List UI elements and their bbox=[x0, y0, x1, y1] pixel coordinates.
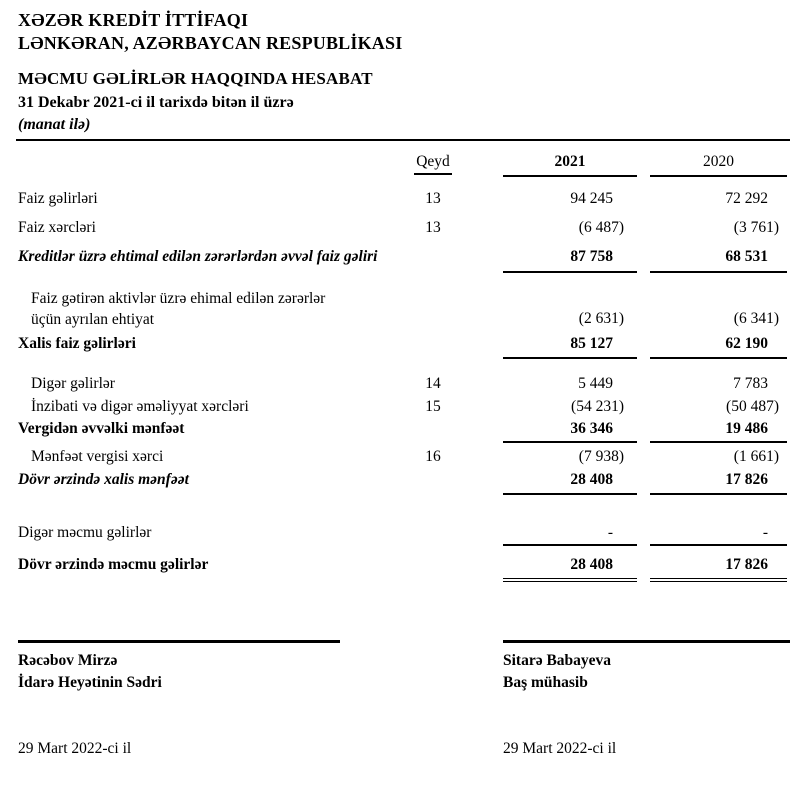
signature-line-chairman bbox=[18, 640, 340, 643]
value-2020 bbox=[650, 373, 787, 394]
value-2021 bbox=[503, 246, 637, 273]
value-2020 bbox=[650, 522, 787, 546]
row-label: Faiz gəlirləri bbox=[18, 190, 98, 207]
column-spacer bbox=[637, 396, 650, 417]
value-2021-text: 5 449 bbox=[578, 375, 613, 392]
value-2020 bbox=[650, 188, 787, 209]
currency-note: (manat ilə) bbox=[18, 116, 91, 133]
value-2020-text: 62 190 bbox=[725, 335, 768, 352]
row-note: 13 bbox=[425, 219, 441, 236]
value-2021 bbox=[503, 522, 637, 546]
table-row-admin-expenses bbox=[18, 396, 787, 417]
row-note: 15 bbox=[425, 398, 441, 415]
signature-line-accountant bbox=[503, 640, 790, 643]
value-2021-text: (2 631) bbox=[578, 310, 624, 327]
column-spacer bbox=[463, 373, 503, 394]
table-row-interest-before-provisions bbox=[18, 246, 787, 273]
table-row-provision-for-impairment bbox=[18, 288, 787, 330]
signatory-name-accountant: Sitarə Babayeva bbox=[503, 652, 612, 669]
value-2021-text: 87 758 bbox=[570, 248, 613, 265]
column-spacer bbox=[463, 469, 503, 495]
row-label: Mənfəət vergisi xərci bbox=[31, 448, 164, 465]
note-column-title: Qeyd bbox=[414, 151, 452, 175]
value-2021 bbox=[503, 217, 637, 238]
column-spacer bbox=[463, 522, 503, 546]
column-spacer bbox=[637, 446, 650, 467]
organization-name: XƏZƏR KREDİT İTTİFAQI bbox=[18, 10, 249, 30]
row-label: Faiz xərcləri bbox=[18, 219, 96, 236]
column-spacer bbox=[463, 188, 503, 209]
value-2021-text: 85 127 bbox=[570, 335, 613, 352]
column-spacer bbox=[463, 418, 503, 443]
column-spacer bbox=[637, 522, 650, 546]
value-2021-text: (7 938) bbox=[578, 448, 624, 465]
column-spacer bbox=[637, 246, 650, 273]
column-spacer bbox=[637, 217, 650, 238]
value-2020-text: 17 826 bbox=[725, 556, 768, 573]
signatory-name-chairman: Rəcəbov Mirzə bbox=[18, 652, 118, 669]
column-spacer bbox=[637, 333, 650, 359]
value-2020-text: 17 826 bbox=[725, 471, 768, 488]
value-2021-text: 28 408 bbox=[570, 556, 613, 573]
column-spacer bbox=[463, 446, 503, 467]
value-2020-text: (50 487) bbox=[726, 398, 779, 415]
value-2020 bbox=[650, 217, 787, 238]
column-spacer bbox=[463, 246, 503, 273]
value-2020 bbox=[650, 469, 787, 495]
table-row-interest-expense bbox=[18, 217, 787, 238]
value-2021 bbox=[503, 554, 637, 582]
row-note bbox=[403, 288, 463, 330]
value-2021 bbox=[503, 418, 637, 443]
table-row-income-tax-expense bbox=[18, 446, 787, 467]
row-note bbox=[403, 333, 463, 359]
row-note: 16 bbox=[425, 448, 441, 465]
row-label: Digər gəlirlər bbox=[31, 375, 115, 392]
signature-block-chairman bbox=[18, 640, 340, 759]
column-spacer bbox=[637, 418, 650, 443]
report-period: 31 Dekabr 2021-ci il tarixdə bitən il üzrə bbox=[18, 94, 294, 111]
value-2021 bbox=[503, 188, 637, 209]
column-spacer bbox=[637, 554, 650, 582]
value-2021-text: - bbox=[607, 524, 613, 541]
value-2021 bbox=[503, 396, 637, 417]
value-2020 bbox=[650, 396, 787, 417]
value-2020 bbox=[650, 554, 787, 582]
row-note bbox=[403, 554, 463, 582]
signatory-title-accountant: Baş mühasib bbox=[503, 674, 588, 691]
value-2020-text: 19 486 bbox=[725, 420, 768, 437]
value-2020-text: - bbox=[762, 524, 768, 541]
value-2021-text: 28 408 bbox=[570, 471, 613, 488]
column-spacer bbox=[637, 373, 650, 394]
value-2020-text: (1 661) bbox=[733, 448, 779, 465]
row-note bbox=[403, 246, 463, 273]
table-row-net-interest-income bbox=[18, 333, 787, 359]
organization-location: LƏNKƏRAN, AZƏRBAYCAN RESPUBLİKASI bbox=[18, 33, 403, 53]
table-header-row bbox=[18, 151, 787, 177]
value-2020 bbox=[650, 418, 787, 443]
column-header-note bbox=[403, 151, 463, 177]
value-2021-text: 36 346 bbox=[570, 420, 613, 437]
document-header bbox=[0, 0, 800, 135]
column-header-label-spacer bbox=[18, 151, 403, 177]
column-spacer bbox=[463, 151, 503, 177]
column-spacer bbox=[463, 288, 503, 330]
row-note bbox=[403, 469, 463, 495]
row-label: Dövr ərzində məcmu gəlirlər bbox=[18, 556, 209, 573]
row-label: Kreditlər üzrə ehtimal edilən zərərlərdən əvvəl faiz gəliri bbox=[18, 248, 378, 265]
value-2021-text: 94 245 bbox=[570, 190, 613, 207]
row-label: Digər məcmu gəlirlər bbox=[18, 524, 152, 541]
value-2020-text: 68 531 bbox=[725, 248, 768, 265]
signatory-title-chairman: İdarə Heyətinin Sədri bbox=[18, 674, 162, 691]
row-label: Vergidən əvvəlki mənfəət bbox=[18, 420, 185, 437]
column-spacer bbox=[463, 217, 503, 238]
value-2020-text: 7 783 bbox=[733, 375, 768, 392]
row-label: Dövr ərzində xalis mənfəət bbox=[18, 471, 189, 488]
column-spacer bbox=[463, 333, 503, 359]
table-body bbox=[18, 188, 787, 582]
row-label: Faiz gətirən aktivlər üzrə ehimal edilən zərərlər üçün ayrılan ehtiyat bbox=[31, 290, 326, 328]
column-spacer bbox=[637, 188, 650, 209]
table-row-other-income bbox=[18, 373, 787, 394]
column-spacer bbox=[463, 396, 503, 417]
table-row-other-comprehensive-income bbox=[18, 522, 787, 546]
statement-table bbox=[18, 151, 787, 582]
table-row-interest-income bbox=[18, 188, 787, 209]
row-label: Xalis faiz gəlirləri bbox=[18, 335, 136, 352]
value-2020 bbox=[650, 246, 787, 273]
signature-date-accountant: 29 Mart 2022-ci il bbox=[503, 740, 617, 757]
table-row-net-profit bbox=[18, 469, 787, 495]
value-2020 bbox=[650, 333, 787, 359]
row-note bbox=[403, 522, 463, 546]
value-2021 bbox=[503, 288, 637, 330]
signature-block-accountant bbox=[503, 640, 790, 759]
column-spacer bbox=[637, 151, 650, 177]
value-2021 bbox=[503, 373, 637, 394]
row-label: İnzibati və digər əməliyyat xərcləri bbox=[31, 398, 249, 415]
value-2021 bbox=[503, 446, 637, 467]
value-2020-text: (6 341) bbox=[733, 310, 779, 327]
value-2020 bbox=[650, 288, 787, 330]
header-divider-rule bbox=[16, 139, 790, 141]
table-row-total-comprehensive-income bbox=[18, 554, 787, 582]
value-2020-text: 72 292 bbox=[725, 190, 768, 207]
table-row-profit-before-tax bbox=[18, 418, 787, 443]
row-note: 13 bbox=[425, 190, 441, 207]
signature-date-chairman: 29 Mart 2022-ci il bbox=[18, 740, 132, 757]
report-title: MƏCMU GƏLİRLƏR HAQQINDA HESABAT bbox=[18, 69, 373, 88]
row-note bbox=[403, 418, 463, 443]
column-spacer bbox=[463, 554, 503, 582]
value-2021-text: (6 487) bbox=[578, 219, 624, 236]
column-header-2020: 2020 bbox=[650, 151, 787, 177]
value-2020-text: (3 761) bbox=[733, 219, 779, 236]
value-2021 bbox=[503, 333, 637, 359]
row-note: 14 bbox=[425, 375, 441, 392]
column-spacer bbox=[637, 469, 650, 495]
column-header-2021: 2021 bbox=[503, 151, 637, 177]
column-spacer bbox=[637, 288, 650, 330]
value-2021-text: (54 231) bbox=[571, 398, 624, 415]
value-2020 bbox=[650, 446, 787, 467]
value-2021 bbox=[503, 469, 637, 495]
